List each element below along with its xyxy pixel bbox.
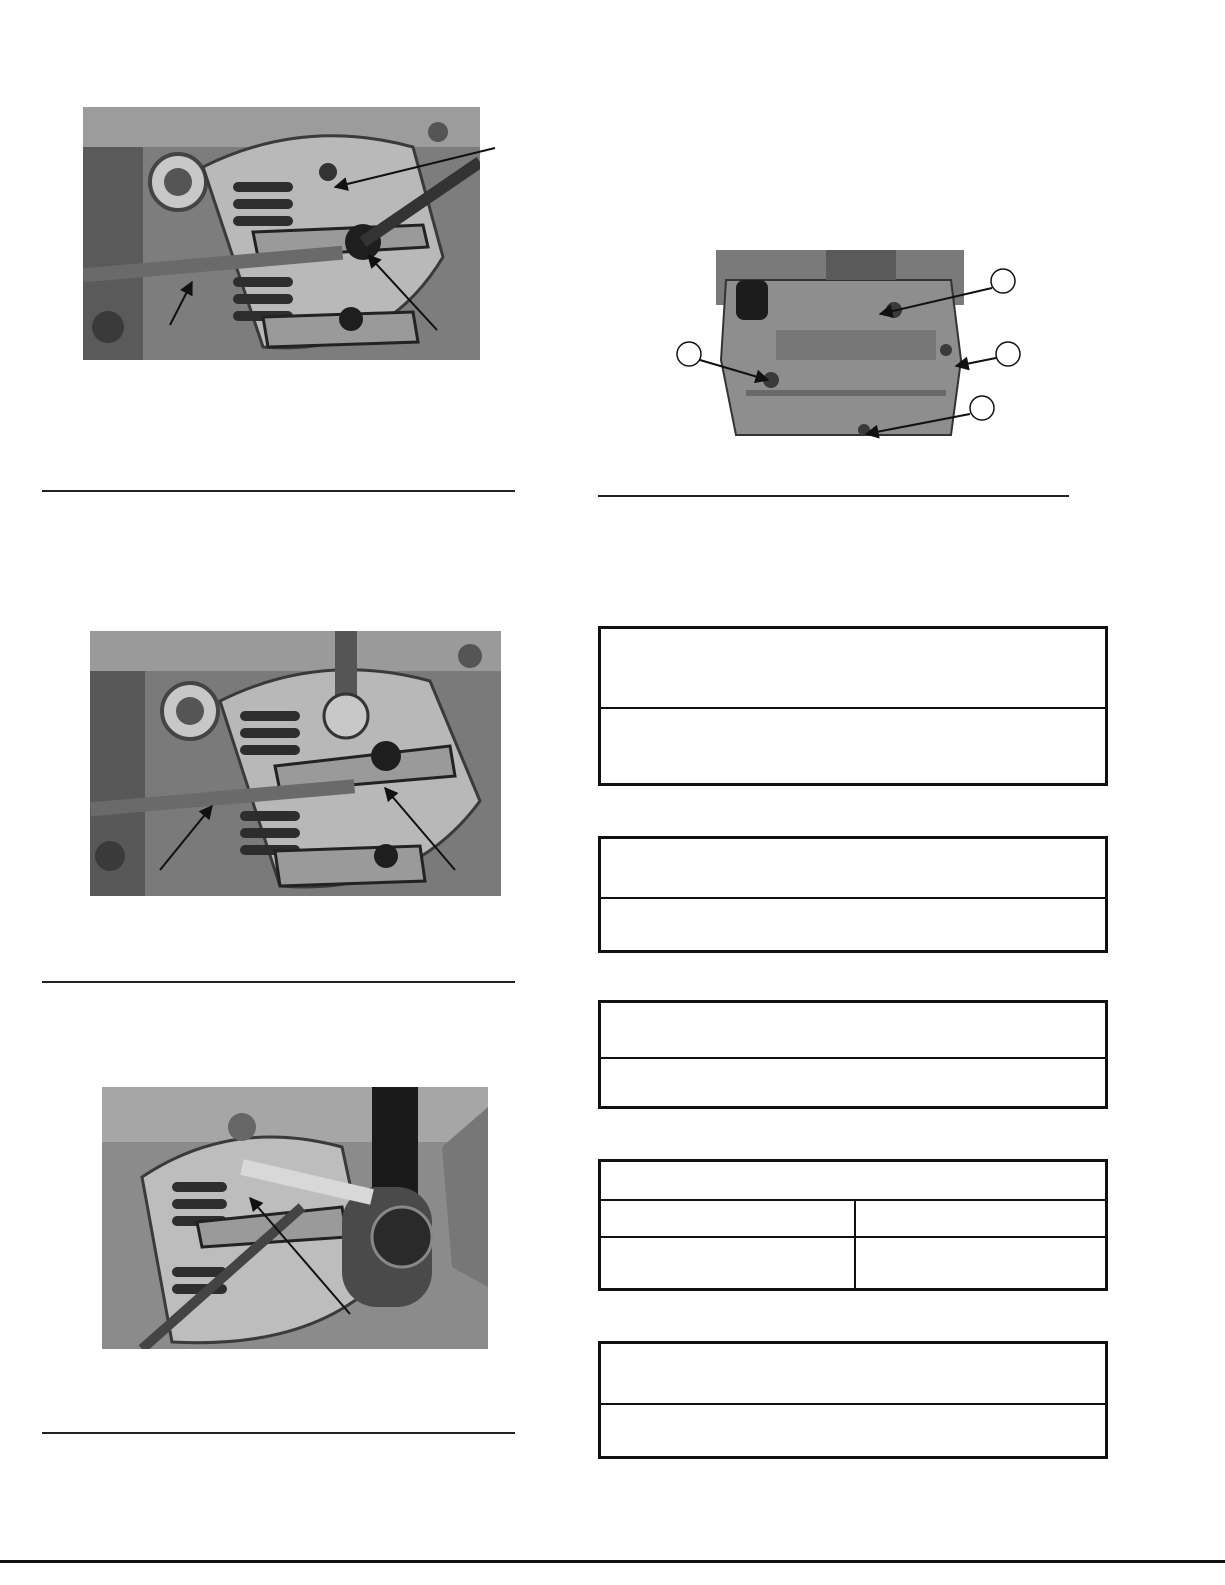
figure-valve-torque-photo (102, 1087, 488, 1349)
spec-table-column-divider (854, 1238, 856, 1288)
spec-table-column-divider (854, 1201, 856, 1236)
spec-box-body (601, 897, 1105, 950)
spec-box-2 (598, 836, 1108, 953)
spec-box-3 (598, 1000, 1108, 1109)
spec-box-header (601, 629, 1105, 707)
figure-4-caption-rule (598, 495, 1069, 497)
spec-box-4 (598, 1159, 1108, 1291)
spec-box-5 (598, 1341, 1108, 1459)
engine-head-torque-illustration (102, 1087, 488, 1349)
figure-2-caption-rule (42, 981, 515, 983)
spec-box-header (601, 839, 1105, 897)
spec-box-body (601, 1057, 1105, 1106)
spec-table-row (601, 1236, 1105, 1288)
callout-circle (677, 342, 701, 366)
valve-cover-illustration (716, 250, 964, 440)
figure-valve-adjust-photo-1 (83, 107, 480, 360)
spec-box-header (601, 1344, 1105, 1403)
callout-circle (996, 342, 1020, 366)
engine-head-illustration (83, 107, 480, 360)
figure-valve-cover-photo (716, 250, 964, 440)
spec-box-body (601, 707, 1105, 783)
engine-head-illustration (90, 631, 501, 896)
callout-2 (956, 342, 1020, 366)
callout-circle (970, 396, 994, 420)
spec-box-1 (598, 626, 1108, 786)
callout-circle (991, 269, 1015, 293)
figure-valve-adjust-photo-2 (90, 631, 501, 896)
spec-table-subheader (601, 1199, 1105, 1236)
figure-3-caption-rule (42, 1432, 515, 1434)
page-footer-rule (0, 1560, 1225, 1563)
spec-box-header (601, 1003, 1105, 1057)
spec-table-header (601, 1162, 1105, 1199)
spec-box-body (601, 1403, 1105, 1456)
figure-1-caption-rule (42, 490, 515, 492)
